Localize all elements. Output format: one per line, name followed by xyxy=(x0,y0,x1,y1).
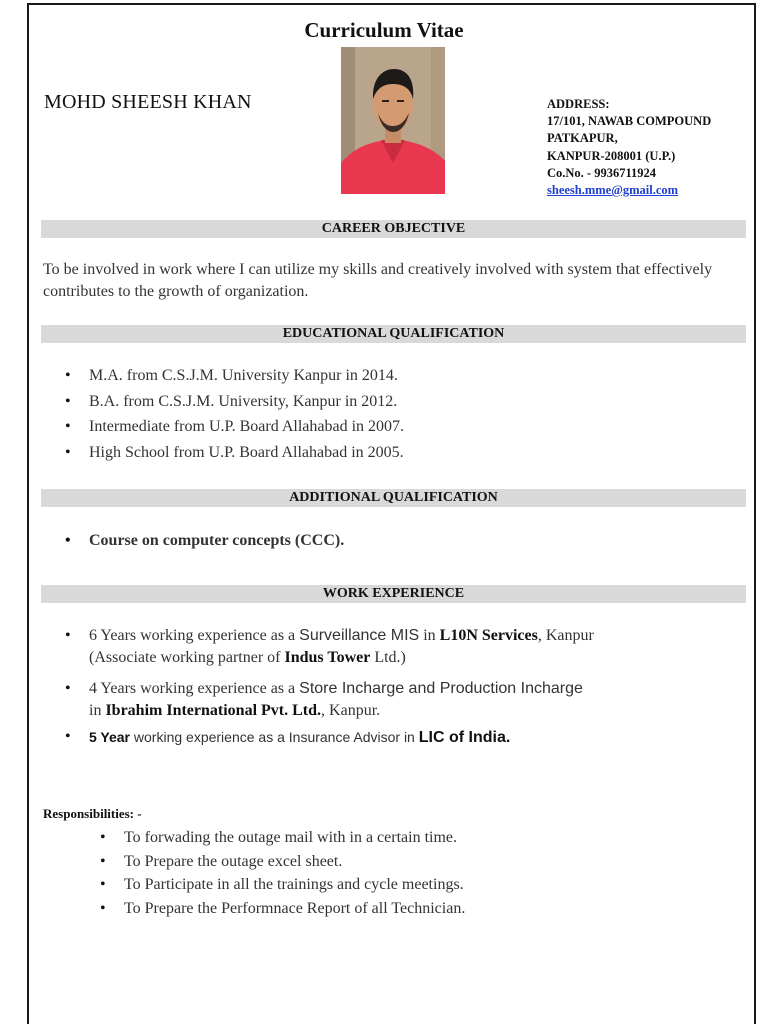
list-item: • To Participate in all the trainings and cycle meetings. xyxy=(100,874,465,898)
list-item: • To Prepare the Performnace Report of all Technician. xyxy=(100,898,465,922)
responsibilities-title: Responsibilities: - xyxy=(43,806,142,821)
candidate-name: MOHD SHEESH KHAN xyxy=(44,91,252,113)
address-block xyxy=(547,96,711,199)
section-heading-work-experience: WORK EXPERIENCE xyxy=(41,585,746,603)
education-list xyxy=(65,365,404,467)
list-item: • To forwading the outage mail with in a certain time. xyxy=(100,827,465,851)
section-heading-additional-qualification: ADDITIONAL QUALIFICATION xyxy=(41,489,746,507)
list-item: • 6 Years working experience as a Surveillance MIS in L10N Services, Kanpur (Associate working partner of Indus Tower Ltd.) xyxy=(65,625,594,669)
list-item: • B.A. from C.S.J.M. University, Kanpur in 2012. xyxy=(65,391,404,417)
address-line-2: PATKAPUR, xyxy=(547,131,618,146)
career-objective-text: To be involved in work where I can utilize my skills and creatively involved with system that effectively contributes to the growth of organization. xyxy=(43,261,713,300)
list-item: • 5 Year working experience as a Insurance Advisor in LIC of India. xyxy=(65,726,594,749)
responsibilities-list xyxy=(100,827,465,922)
section-heading-career-objective: CAREER OBJECTIVE xyxy=(41,220,746,238)
list-item: • Course on computer concepts (CCC). xyxy=(65,532,344,550)
email-link[interactable]: sheesh.mme@gmail.com xyxy=(547,183,679,198)
work-experience-list xyxy=(65,625,594,749)
list-item: • 4 Years working experience as a Store Incharge and Production Incharge in Ibrahim International Pvt. Ltd., Kanpur. xyxy=(65,678,594,722)
list-item: • M.A. from C.S.J.M. University Kanpur in 2014. xyxy=(65,365,404,391)
list-item: • To Prepare the outage excel sheet. xyxy=(100,851,465,875)
list-item: • Intermediate from U.P. Board Allahabad in 2007. xyxy=(65,416,404,442)
address-label: ADDRESS: xyxy=(547,97,610,111)
section-heading-education: EDUCATIONAL QUALIFICATION xyxy=(41,325,746,343)
profile-photo xyxy=(341,47,445,194)
additional-qualification-list xyxy=(65,532,344,550)
address-line-1: 17/101, NAWAB COMPOUND xyxy=(547,114,712,129)
document-title: Curriculum Vitae xyxy=(304,18,464,42)
contact-number: Co.No. - 9936711924 xyxy=(547,165,657,180)
list-item: • High School from U.P. Board Allahabad in 2005. xyxy=(65,442,404,468)
address-line-3: KANPUR-208001 (U.P.) xyxy=(547,148,676,163)
